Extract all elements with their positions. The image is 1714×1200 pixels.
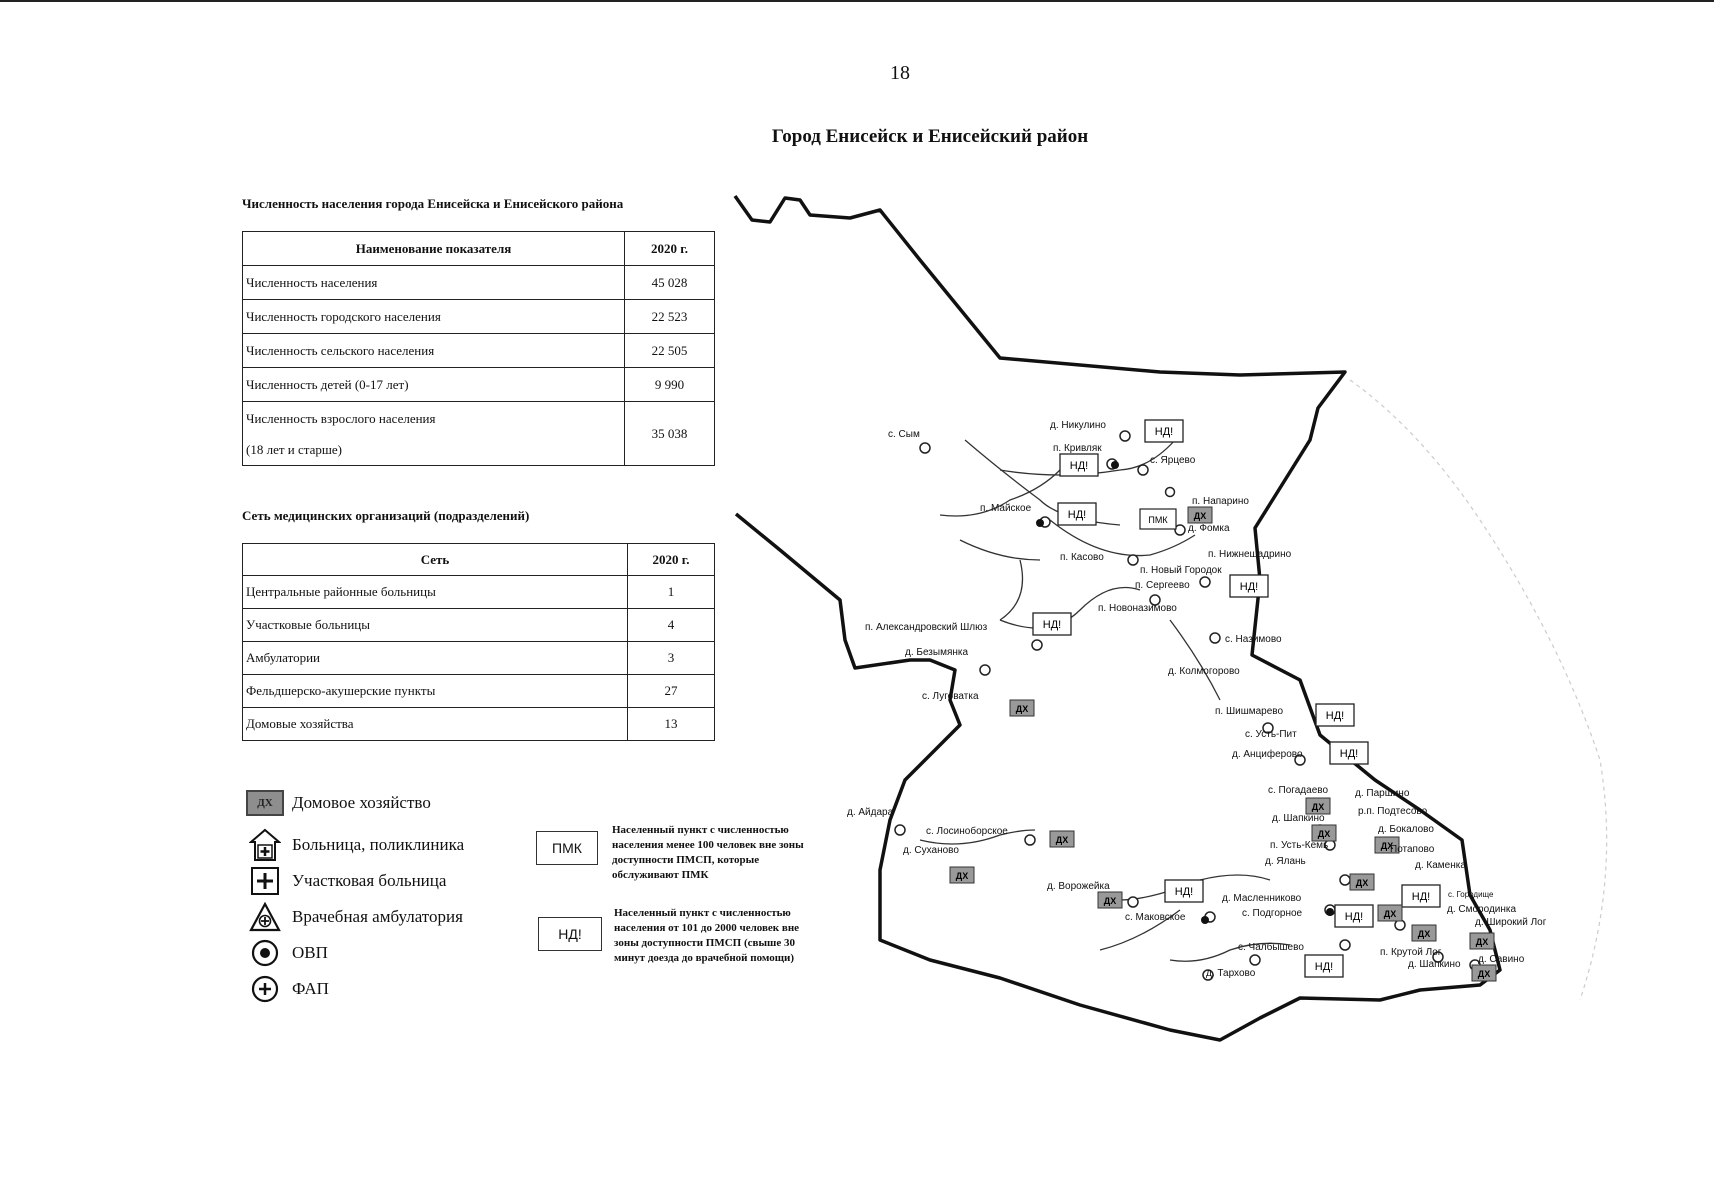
row-label-line2: (18 лет и старше) bbox=[246, 441, 342, 457]
row-value: 4 bbox=[628, 609, 715, 642]
row-value: 13 bbox=[628, 708, 715, 741]
fap-icon bbox=[246, 974, 284, 1004]
map-label: п. Сергеево bbox=[1135, 580, 1190, 591]
row-value: 22 505 bbox=[625, 334, 715, 368]
map-label: п. Крутой Лог bbox=[1380, 947, 1442, 958]
row-label: Численность населения bbox=[243, 266, 625, 300]
svg-text:НД!: НД! bbox=[1411, 891, 1431, 903]
legend-ovp-label: ОВП bbox=[292, 943, 328, 962]
map-label: п. Александровский Шлюз bbox=[865, 622, 988, 633]
map-label: д. Смородинка bbox=[1447, 904, 1517, 915]
svg-text:НД!: НД! bbox=[1174, 886, 1194, 898]
table-row bbox=[243, 300, 715, 334]
network-header-year: 2020 г. bbox=[628, 544, 715, 576]
population-header-year: 2020 г. bbox=[625, 232, 715, 266]
svg-text:НД!: НД! bbox=[1067, 509, 1087, 521]
dx-boxes bbox=[950, 507, 1496, 981]
map-label: п. Новый Городок bbox=[1140, 565, 1222, 576]
table-row bbox=[243, 266, 715, 300]
map-label: д. Широкий Лог bbox=[1475, 917, 1547, 928]
row-label: Численность городского населения bbox=[243, 300, 625, 334]
map-label: д. Безымянка bbox=[905, 647, 969, 658]
svg-text:НД!: НД! bbox=[1069, 460, 1089, 472]
table-row bbox=[243, 609, 715, 642]
district-map bbox=[730, 180, 1630, 1060]
map-label: с. Луговатка bbox=[922, 691, 979, 702]
map-label: д. Колмогорово bbox=[1168, 666, 1240, 677]
svg-text:ДХ: ДХ bbox=[1311, 802, 1325, 812]
map-label: д. Ворожейка bbox=[1047, 881, 1110, 892]
nd-legend-box: НД! bbox=[538, 917, 602, 951]
row-value: 35 038 bbox=[625, 402, 715, 466]
svg-text:ДХ: ДХ bbox=[1380, 841, 1394, 851]
map-label: р.п. Подтесово bbox=[1358, 806, 1428, 817]
map-label: д. Паршино bbox=[1355, 788, 1410, 799]
svg-text:НД!: НД! bbox=[1344, 911, 1364, 923]
row-label: Численность детей (0-17 лет) bbox=[243, 368, 625, 402]
page-title: Город Енисейск и Енисейский район bbox=[771, 126, 1089, 147]
legend-fap-label: ФАП bbox=[292, 979, 329, 998]
map-label: д. Тархово bbox=[1206, 968, 1256, 979]
map-label: с. Усть-Пит bbox=[1245, 729, 1297, 740]
map-label: с. Подгорное bbox=[1242, 908, 1303, 919]
table-row bbox=[243, 675, 715, 708]
row-value: 3 bbox=[628, 642, 715, 675]
population-table bbox=[242, 231, 715, 466]
legend-ambulatory bbox=[246, 902, 463, 932]
svg-text:ДХ: ДХ bbox=[1103, 896, 1117, 906]
nd-legend-text: Населенный пункт с численностью населения от 101 до 2000 человек вне зоны доступности ПМСП (свыше 30 минут доезда до врачебной помощи) bbox=[614, 907, 800, 964]
svg-text:ДХ: ДХ bbox=[1055, 835, 1069, 845]
svg-text:НД!: НД! bbox=[1339, 748, 1359, 760]
map-label: Потапово bbox=[1390, 844, 1435, 855]
svg-text:ДХ: ДХ bbox=[955, 871, 969, 881]
map-label: п. Кривляк bbox=[1053, 443, 1102, 454]
row-value: 27 bbox=[628, 675, 715, 708]
network-table bbox=[242, 543, 715, 741]
row-value: 45 028 bbox=[625, 266, 715, 300]
row-value: 9 990 bbox=[625, 368, 715, 402]
map-label: п. Шишмарево bbox=[1215, 706, 1284, 717]
svg-text:ДХ: ДХ bbox=[1477, 969, 1491, 979]
legend-hospital bbox=[246, 828, 464, 862]
table-row bbox=[243, 368, 715, 402]
ambulatory-icon bbox=[246, 902, 284, 932]
map-label: п. Нижнешадрино bbox=[1208, 549, 1292, 560]
pmk-legend-text: Населенный пункт с численностью населения менее 100 человек вне зоны доступности ПМСП, которые обслуживают ПМК bbox=[612, 824, 804, 881]
map-label: д. Савино bbox=[1478, 954, 1525, 965]
map-label: п. Касово bbox=[1060, 552, 1104, 563]
svg-text:ПМК: ПМК bbox=[1148, 515, 1168, 525]
row-label-line1: Численность взрослого населения bbox=[246, 410, 436, 426]
page-number: 18 bbox=[890, 62, 910, 84]
legend-ambulatory-label: Врачебная амбулатория bbox=[292, 907, 463, 926]
legend-hospital-label: Больница, поликлиника bbox=[292, 835, 465, 854]
svg-text:НД!: НД! bbox=[1239, 581, 1259, 593]
district-hospital-icon bbox=[246, 866, 284, 896]
row-label bbox=[243, 402, 625, 466]
table-row bbox=[243, 642, 715, 675]
svg-text:ДХ: ДХ bbox=[1317, 829, 1331, 839]
map-label: д. Суханово bbox=[903, 845, 959, 856]
legend-district-hospital bbox=[246, 866, 446, 896]
map-label: д. Бокалово bbox=[1378, 824, 1434, 835]
map-label: с. Городище bbox=[1448, 890, 1494, 899]
map-label: д. Каменка bbox=[1415, 860, 1466, 871]
network-header-name: Сеть bbox=[243, 544, 628, 576]
map-label: с. Маковское bbox=[1125, 912, 1186, 923]
row-label: Численность сельского населения bbox=[243, 334, 625, 368]
row-label: Участковые больницы bbox=[243, 609, 628, 642]
legend-district-hospital-label: Участковая больница bbox=[292, 871, 447, 890]
table-row bbox=[243, 402, 715, 466]
map-label: д. Ялань bbox=[1265, 856, 1306, 867]
svg-text:ДХ: ДХ bbox=[1475, 937, 1489, 947]
map-label: д. Айдара bbox=[847, 807, 894, 818]
table-row bbox=[243, 576, 715, 609]
svg-text:НД!: НД! bbox=[1042, 619, 1062, 631]
network-table-caption: Сеть медицинских организаций (подразделений) bbox=[242, 508, 530, 523]
map-label: с. Погадаево bbox=[1268, 785, 1329, 796]
map-label: д. Анциферово bbox=[1232, 749, 1303, 760]
household-icon: ДХ bbox=[246, 790, 284, 816]
population-table-caption: Численность населения города Енисейска и Енисейского района bbox=[242, 196, 624, 211]
table-row bbox=[243, 334, 715, 368]
svg-text:НД!: НД! bbox=[1325, 710, 1345, 722]
map-label: д. Шапкино bbox=[1272, 813, 1325, 824]
map-label: п. Напарино bbox=[1192, 496, 1249, 507]
row-label: Центральные районные больницы bbox=[243, 576, 628, 609]
map-label: с. Назимово bbox=[1225, 634, 1282, 645]
svg-text:НД!: НД! bbox=[1314, 961, 1334, 973]
row-label: Амбулатории bbox=[243, 642, 628, 675]
row-label: Фельдшерско-акушерские пункты bbox=[243, 675, 628, 708]
legend-dx bbox=[246, 790, 431, 816]
hospital-icon bbox=[246, 828, 284, 862]
row-value: 22 523 bbox=[625, 300, 715, 334]
map-label: д. Шапкино bbox=[1408, 959, 1461, 970]
map-label: п. Усть-Кемь bbox=[1270, 840, 1329, 851]
svg-text:ДХ: ДХ bbox=[1193, 511, 1207, 521]
svg-text:НД!: НД! bbox=[1154, 426, 1174, 438]
svg-text:ДХ: ДХ bbox=[1355, 878, 1369, 888]
ovp-icon bbox=[246, 938, 284, 968]
map-label: д. Масленниково bbox=[1222, 893, 1302, 904]
svg-text:ДХ: ДХ bbox=[1417, 929, 1431, 939]
pmk-legend-box: ПМК bbox=[536, 831, 598, 865]
svg-text:ДХ: ДХ bbox=[1383, 909, 1397, 919]
svg-text:ДХ: ДХ bbox=[1015, 704, 1029, 714]
legend-ovp bbox=[246, 938, 328, 968]
top-border bbox=[0, 0, 1714, 2]
map-label: п. Майское bbox=[980, 503, 1032, 514]
map-label: с. Сым bbox=[888, 429, 920, 440]
map-label: с. Чалбышево bbox=[1238, 942, 1304, 953]
pmk-box bbox=[1140, 509, 1176, 529]
row-value: 1 bbox=[628, 576, 715, 609]
table-row bbox=[243, 708, 715, 741]
population-header-name: Наименование показателя bbox=[243, 232, 625, 266]
legend-fap bbox=[246, 974, 329, 1004]
row-label: Домовые хозяйства bbox=[243, 708, 628, 741]
map-label: д. Никулино bbox=[1050, 420, 1106, 431]
map-label: с. Лосиноборское bbox=[926, 826, 1008, 837]
map-label: д. Фомка bbox=[1188, 523, 1230, 534]
map-label: п. Новоназимово bbox=[1098, 603, 1177, 614]
map-label: с. Ярцево bbox=[1150, 455, 1196, 466]
legend-dx-label: Домовое хозяйство bbox=[292, 793, 431, 812]
